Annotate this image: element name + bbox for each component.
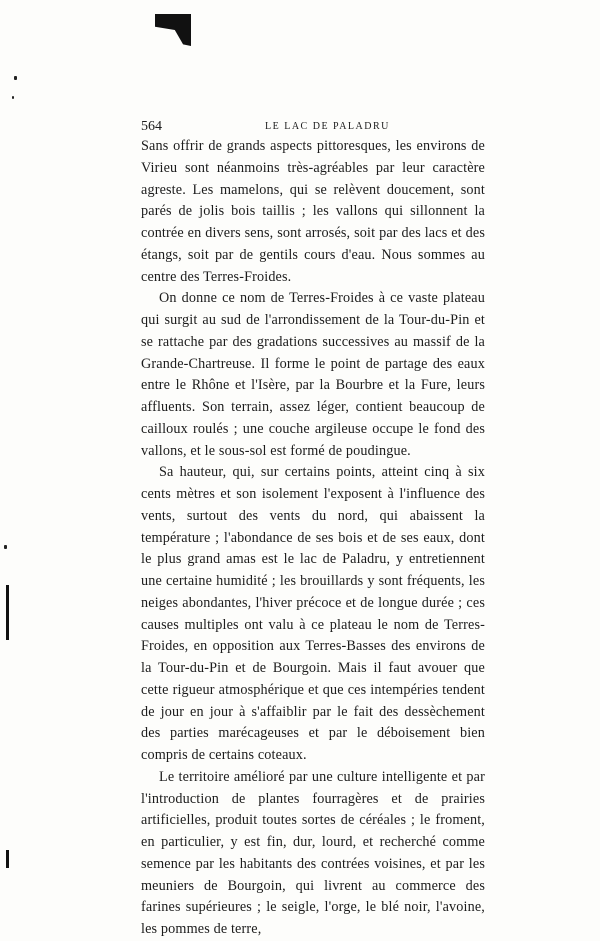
running-head: [141, 119, 485, 137]
scan-tab-mark: [155, 14, 191, 46]
scan-speck: [14, 76, 17, 80]
running-title: LE LAC DE PALADRU: [265, 121, 390, 132]
scan-edge-bar: [6, 585, 9, 640]
scan-speck: [4, 545, 7, 549]
body-text: [141, 136, 485, 941]
paragraph: Sa hauteur, qui, sur certains points, atteint cinq à six cents mètres et son isolement l'exposent à l'influence des vents, surtout des vents du nord, qui abaissent la température ; l'abondance de ses bois et de ses eaux, dont le plus grand amas est le lac de Paladru, y entretiennent une certaine humidité ; les brouillards y sont fréquents, les neiges abondantes, l'hiver précoce et de longue durée ; ces causes multiples ont valu à ce plateau le nom de Terres-Froides, en opposition aux Terres-Basses des environs de la Tour-du-Pin et de Bourgoin. Mais il faut avouer que cette rigueur atmosphérique et que ces intempéries tendent de jour en jour à s'affaiblir par le fait des dessèchement des parties marécageuses et par le déboisement bien compris de certains coteaux.: [141, 464, 485, 763]
page-number: 564: [141, 119, 162, 134]
paragraph: On donne ce nom de Terres-Froides à ce vaste plateau qui surgit au sud de l'arrondissement de la Tour-du-Pin et se rattache par des gradations successives au massif de la Grande-Chartreuse. Il forme le point de partage des eaux entre le Rhône et l'Isère, par la Bourbre et la Fure, leurs affluents. Son terrain, assez léger, contient beaucoup de cailloux roulés ; une couche argileuse occupe le fond des vallons, et le sous-sol est formé de poudingue.: [141, 290, 485, 459]
paragraph: Le territoire amélioré par une culture intelligente et par l'introduction de plantes fourragères et de prairies artificielles, produit toutes sortes de céréales ; le froment, en particulier, y est fin, dur, lourd, et recherché comme semence par les habitants des contrées voisines, et par les meuniers de Bourgoin, qui livrent au commerce des farines supérieures ; le seigle, l'orge, le blé noir, l'avoine, les pommes de terre,: [141, 768, 485, 937]
paragraph: Sans offrir de grands aspects pittoresques, les environs de Virieu sont néanmoins très-agréables par leur caractère agreste. Les mamelons, qui se relèvent doucement, sont parés de jolis bois taillis ; les vallons qui sillonnent la contrée en divers sens, sont arrosés, soit par des lacs et des étangs, soit par de gentils cours d'eau. Nous sommes au centre des Terres-Froides.: [141, 138, 485, 285]
scan-speck: [12, 96, 14, 99]
scan-edge-bar: [6, 850, 9, 868]
